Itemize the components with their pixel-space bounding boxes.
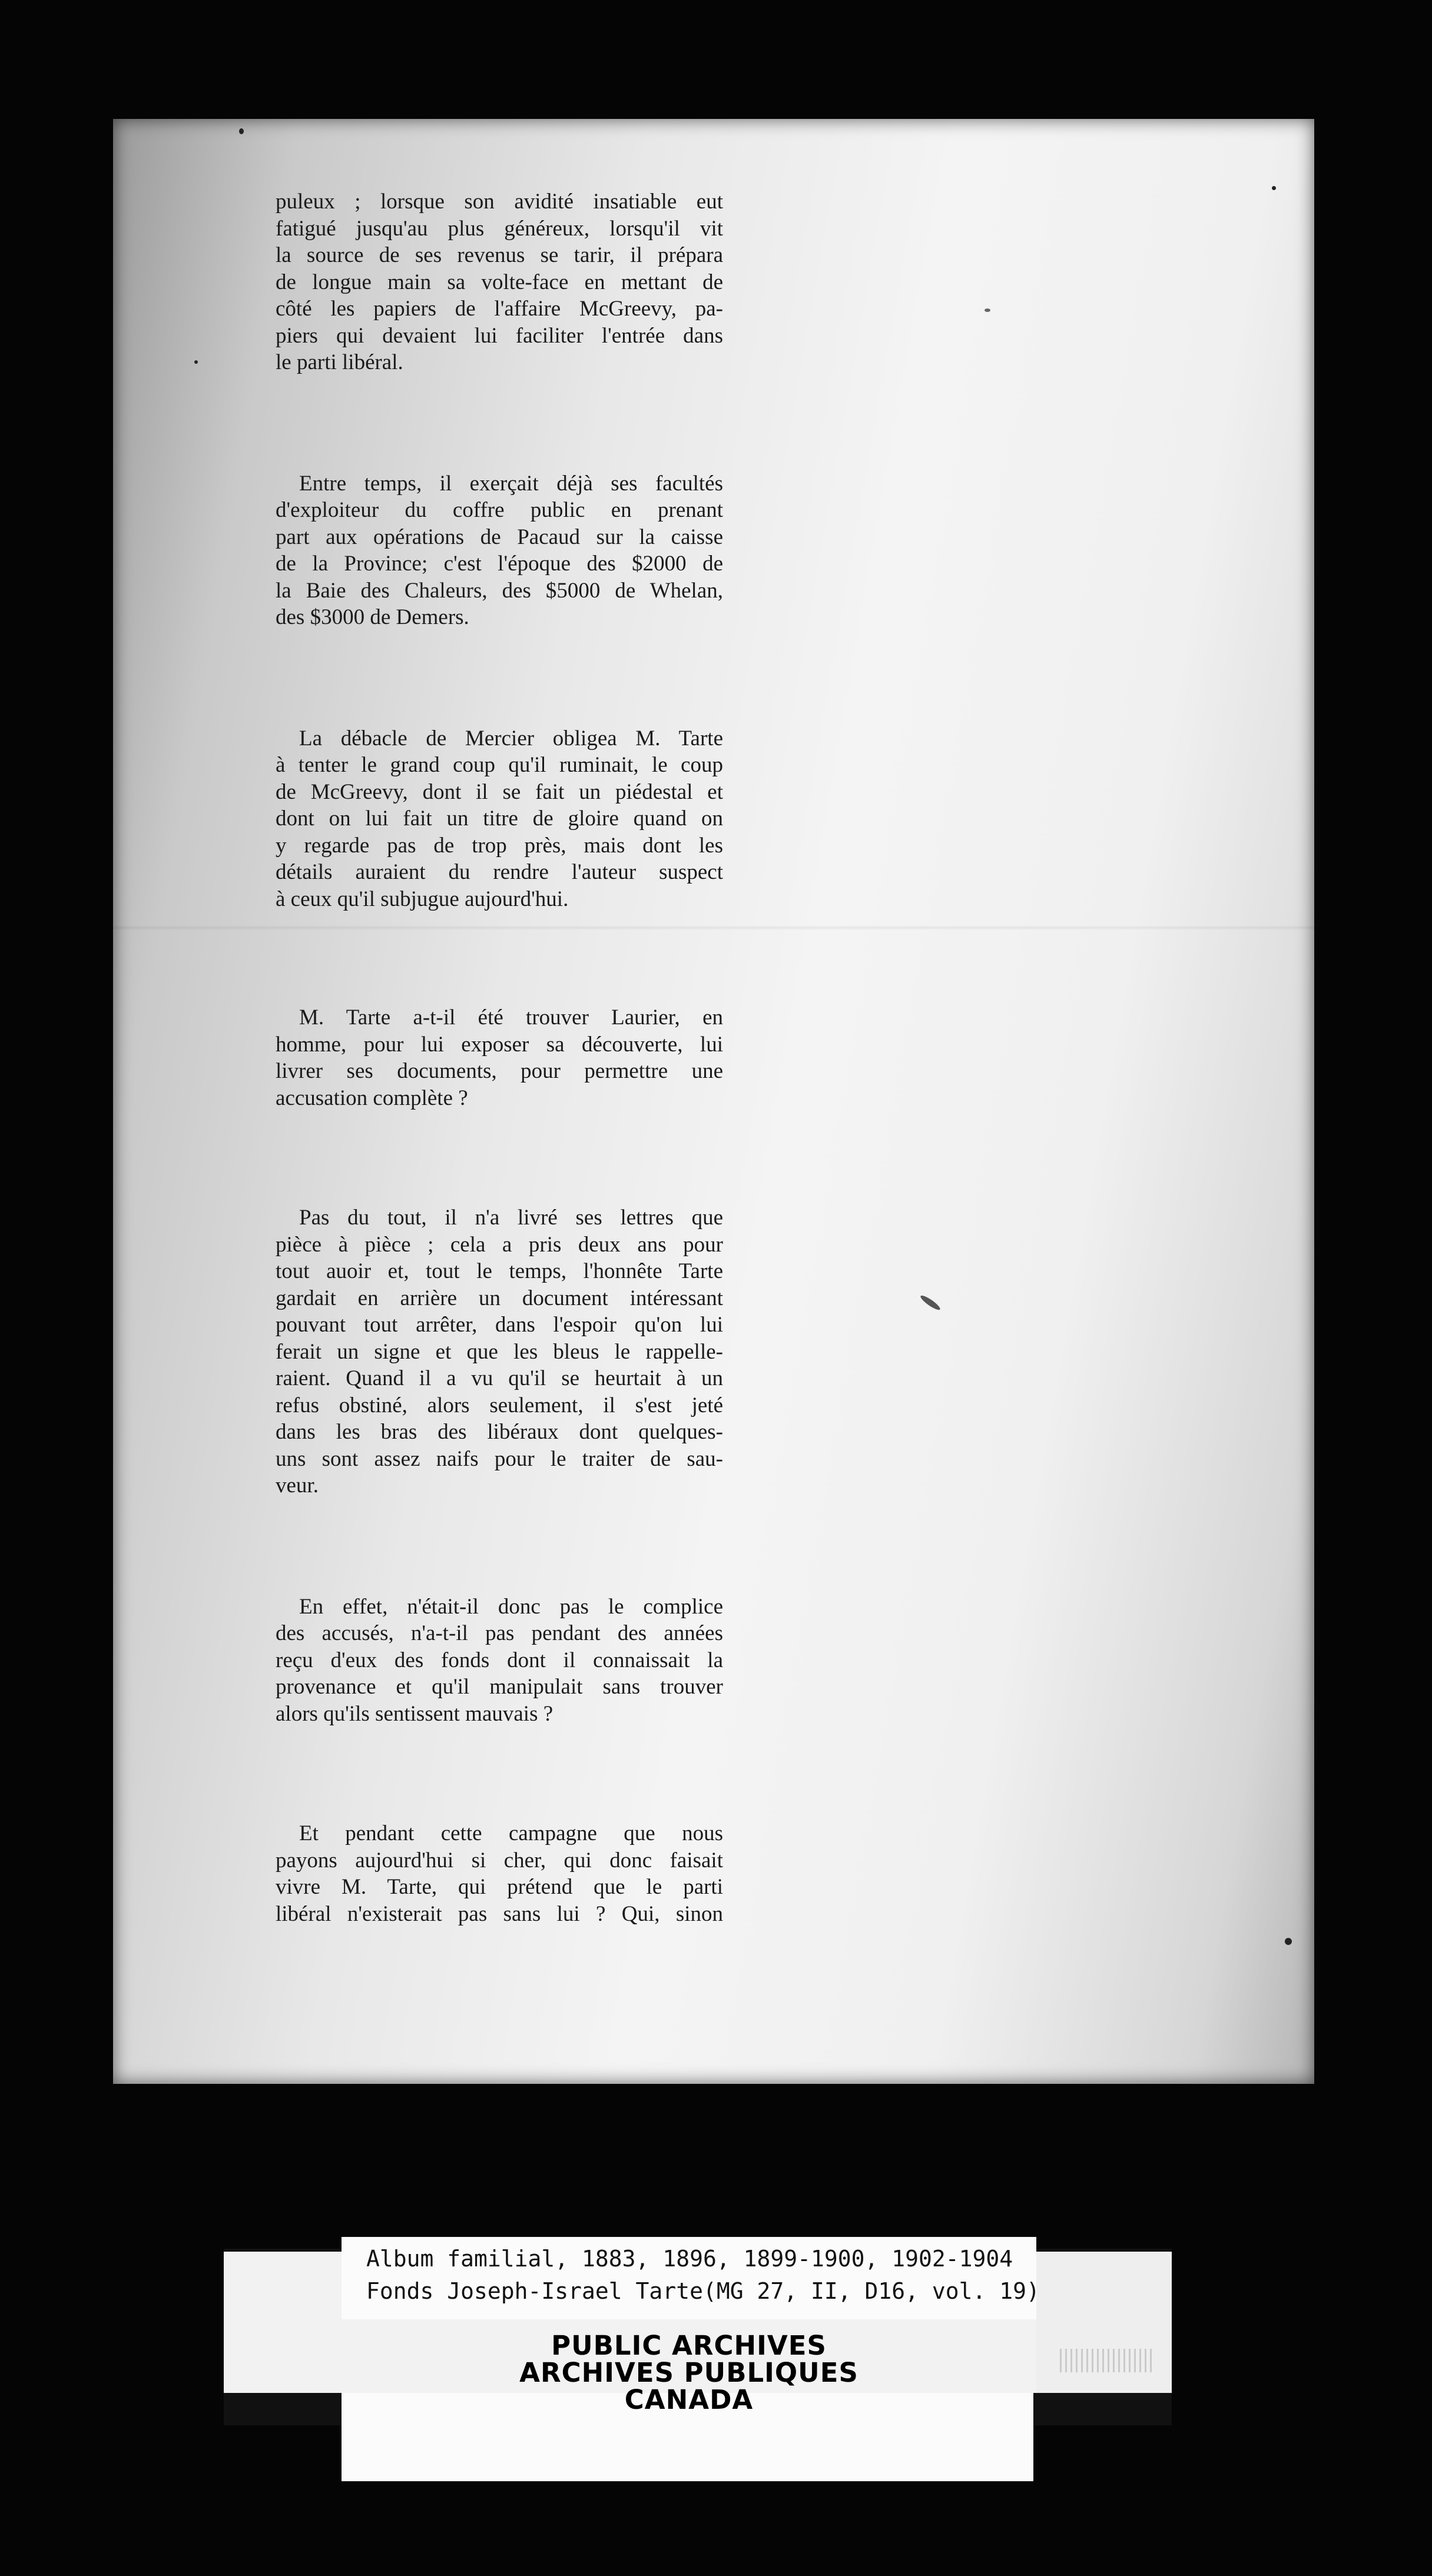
text-line: raient. Quand il a vu qu'il se heurtait à un bbox=[276, 1366, 723, 1390]
text-line: pouvant tout arrêter, dans l'espoir qu'on lui bbox=[276, 1313, 723, 1337]
text-line: détails auraient du rendre l'auteur suspect bbox=[276, 860, 723, 884]
paragraph-6 bbox=[276, 1594, 723, 1728]
text-line: refus obstiné, alors seulement, il s'est jeté bbox=[276, 1393, 723, 1418]
archive-label-tab bbox=[224, 2252, 324, 2316]
dust-speck bbox=[984, 308, 990, 312]
text-line: côté les papiers de l'affaire McGreevy, pa- bbox=[276, 297, 723, 321]
paragraph-7 bbox=[276, 1820, 723, 1927]
text-line: Entre temps, il exerçait déjà ses facultés bbox=[299, 471, 723, 496]
paragraph-2 bbox=[276, 470, 723, 631]
text-line: part aux opérations de Pacaud sur la caisse bbox=[276, 525, 723, 549]
text-line: de longue main sa volte-face en mettant de bbox=[276, 270, 723, 294]
archive-stamp bbox=[342, 2332, 1036, 2414]
catalog-line-1: Album familial, 1883, 1896, 1899-1900, 1902-1904 bbox=[366, 2246, 1013, 2272]
text-line: ferait un signe et que les bleus le rappelle- bbox=[276, 1339, 723, 1364]
text-line: tout auoir et, tout le temps, l'honnête Tarte bbox=[276, 1259, 723, 1283]
document-page bbox=[113, 119, 1314, 2084]
text-line: alors qu'ils sentissent mauvais ? bbox=[276, 1701, 553, 1726]
text-line: dont on lui fait un titre de gloire quand on bbox=[276, 806, 723, 831]
paragraph-5 bbox=[276, 1204, 723, 1499]
text-line: livrer ses documents, pour permettre une bbox=[276, 1059, 723, 1083]
text-line: gardait en arrière un document intéressant bbox=[276, 1286, 723, 1310]
dust-speck bbox=[919, 1293, 942, 1312]
text-line: vivre M. Tarte, qui prétend que le parti bbox=[276, 1875, 723, 1899]
paragraph-1 bbox=[276, 188, 723, 376]
text-line: piers qui devaient lui faciliter l'entrée dans bbox=[276, 323, 723, 348]
dust-speck bbox=[239, 128, 244, 134]
text-line: libéral n'existerait pas sans lui ? Qui, sinon bbox=[276, 1901, 723, 1926]
text-line: de McGreevy, dont il se fait un piédestal et bbox=[276, 779, 723, 804]
text-line: Et pendant cette campagne que nous bbox=[299, 1821, 723, 1845]
stamp-line-2: ARCHIVES PUBLIQUES bbox=[519, 2357, 858, 2388]
dust-speck bbox=[194, 360, 198, 364]
paragraph-3 bbox=[276, 725, 723, 913]
text-line: le parti libéral. bbox=[276, 350, 403, 374]
text-line: fatigué jusqu'au plus généreux, lorsqu'il vit bbox=[276, 216, 723, 241]
text-line: accusation complète ? bbox=[276, 1085, 468, 1110]
text-line: M. Tarte a-t-il été trouver Laurier, en bbox=[299, 1005, 723, 1030]
text-line: uns sont assez naifs pour le traiter de sau- bbox=[276, 1446, 723, 1471]
text-line: la Baie des Chaleurs, des $5000 de Whelan, bbox=[276, 578, 723, 603]
text-line: d'exploiteur du coffre public en prenant bbox=[276, 498, 723, 522]
paragraph-4 bbox=[276, 1004, 723, 1111]
dust-speck bbox=[1285, 1938, 1292, 1945]
text-line: En effet, n'était-il donc pas le complice bbox=[299, 1594, 723, 1619]
text-line: veur. bbox=[276, 1473, 319, 1498]
text-line: de la Province; c'est l'époque des $2000 de bbox=[276, 552, 723, 576]
text-line: dans les bras des libéraux dont quelques- bbox=[276, 1420, 723, 1444]
text-line: reçu d'eux des fonds dont il connaissait la bbox=[276, 1648, 723, 1672]
label-scratch bbox=[1060, 2349, 1154, 2372]
text-line: des accusés, n'a-t-il pas pendant des années bbox=[276, 1621, 723, 1645]
stamp-line-1: PUBLIC ARCHIVES bbox=[551, 2330, 827, 2361]
text-line: puleux ; lorsque son avidité insatiable eut bbox=[276, 190, 723, 214]
dust-speck bbox=[1272, 186, 1276, 190]
text-line: y regarde pas de trop près, mais dont les bbox=[276, 833, 723, 858]
text-line: pièce à pièce ; cela a pris deux ans pour bbox=[276, 1232, 723, 1257]
text-line: la source de ses revenus se tarir, il prépara bbox=[276, 243, 723, 267]
text-line: provenance et qu'il manipulait sans trouver bbox=[276, 1675, 723, 1699]
text-line: des $3000 de Demers. bbox=[276, 605, 469, 629]
text-line: payons aujourd'hui si cher, qui donc faisait bbox=[276, 1848, 723, 1873]
text-column bbox=[276, 188, 723, 1927]
text-line: à tenter le grand coup qu'il ruminait, le coup bbox=[276, 753, 723, 777]
stamp-line-3: CANADA bbox=[624, 2384, 754, 2415]
text-line: La débacle de Mercier obligea M. Tarte bbox=[299, 726, 723, 751]
text-line: homme, pour lui exposer sa découverte, lui bbox=[276, 1032, 723, 1057]
text-line: à ceux qu'il subjugue aujourd'hui. bbox=[276, 887, 569, 911]
text-line: Pas du tout, il n'a livré ses lettres que bbox=[299, 1206, 723, 1230]
catalog-line-2: Fonds Joseph-Israel Tarte(MG 27, II, D16, vol. 19) bbox=[366, 2278, 1040, 2304]
